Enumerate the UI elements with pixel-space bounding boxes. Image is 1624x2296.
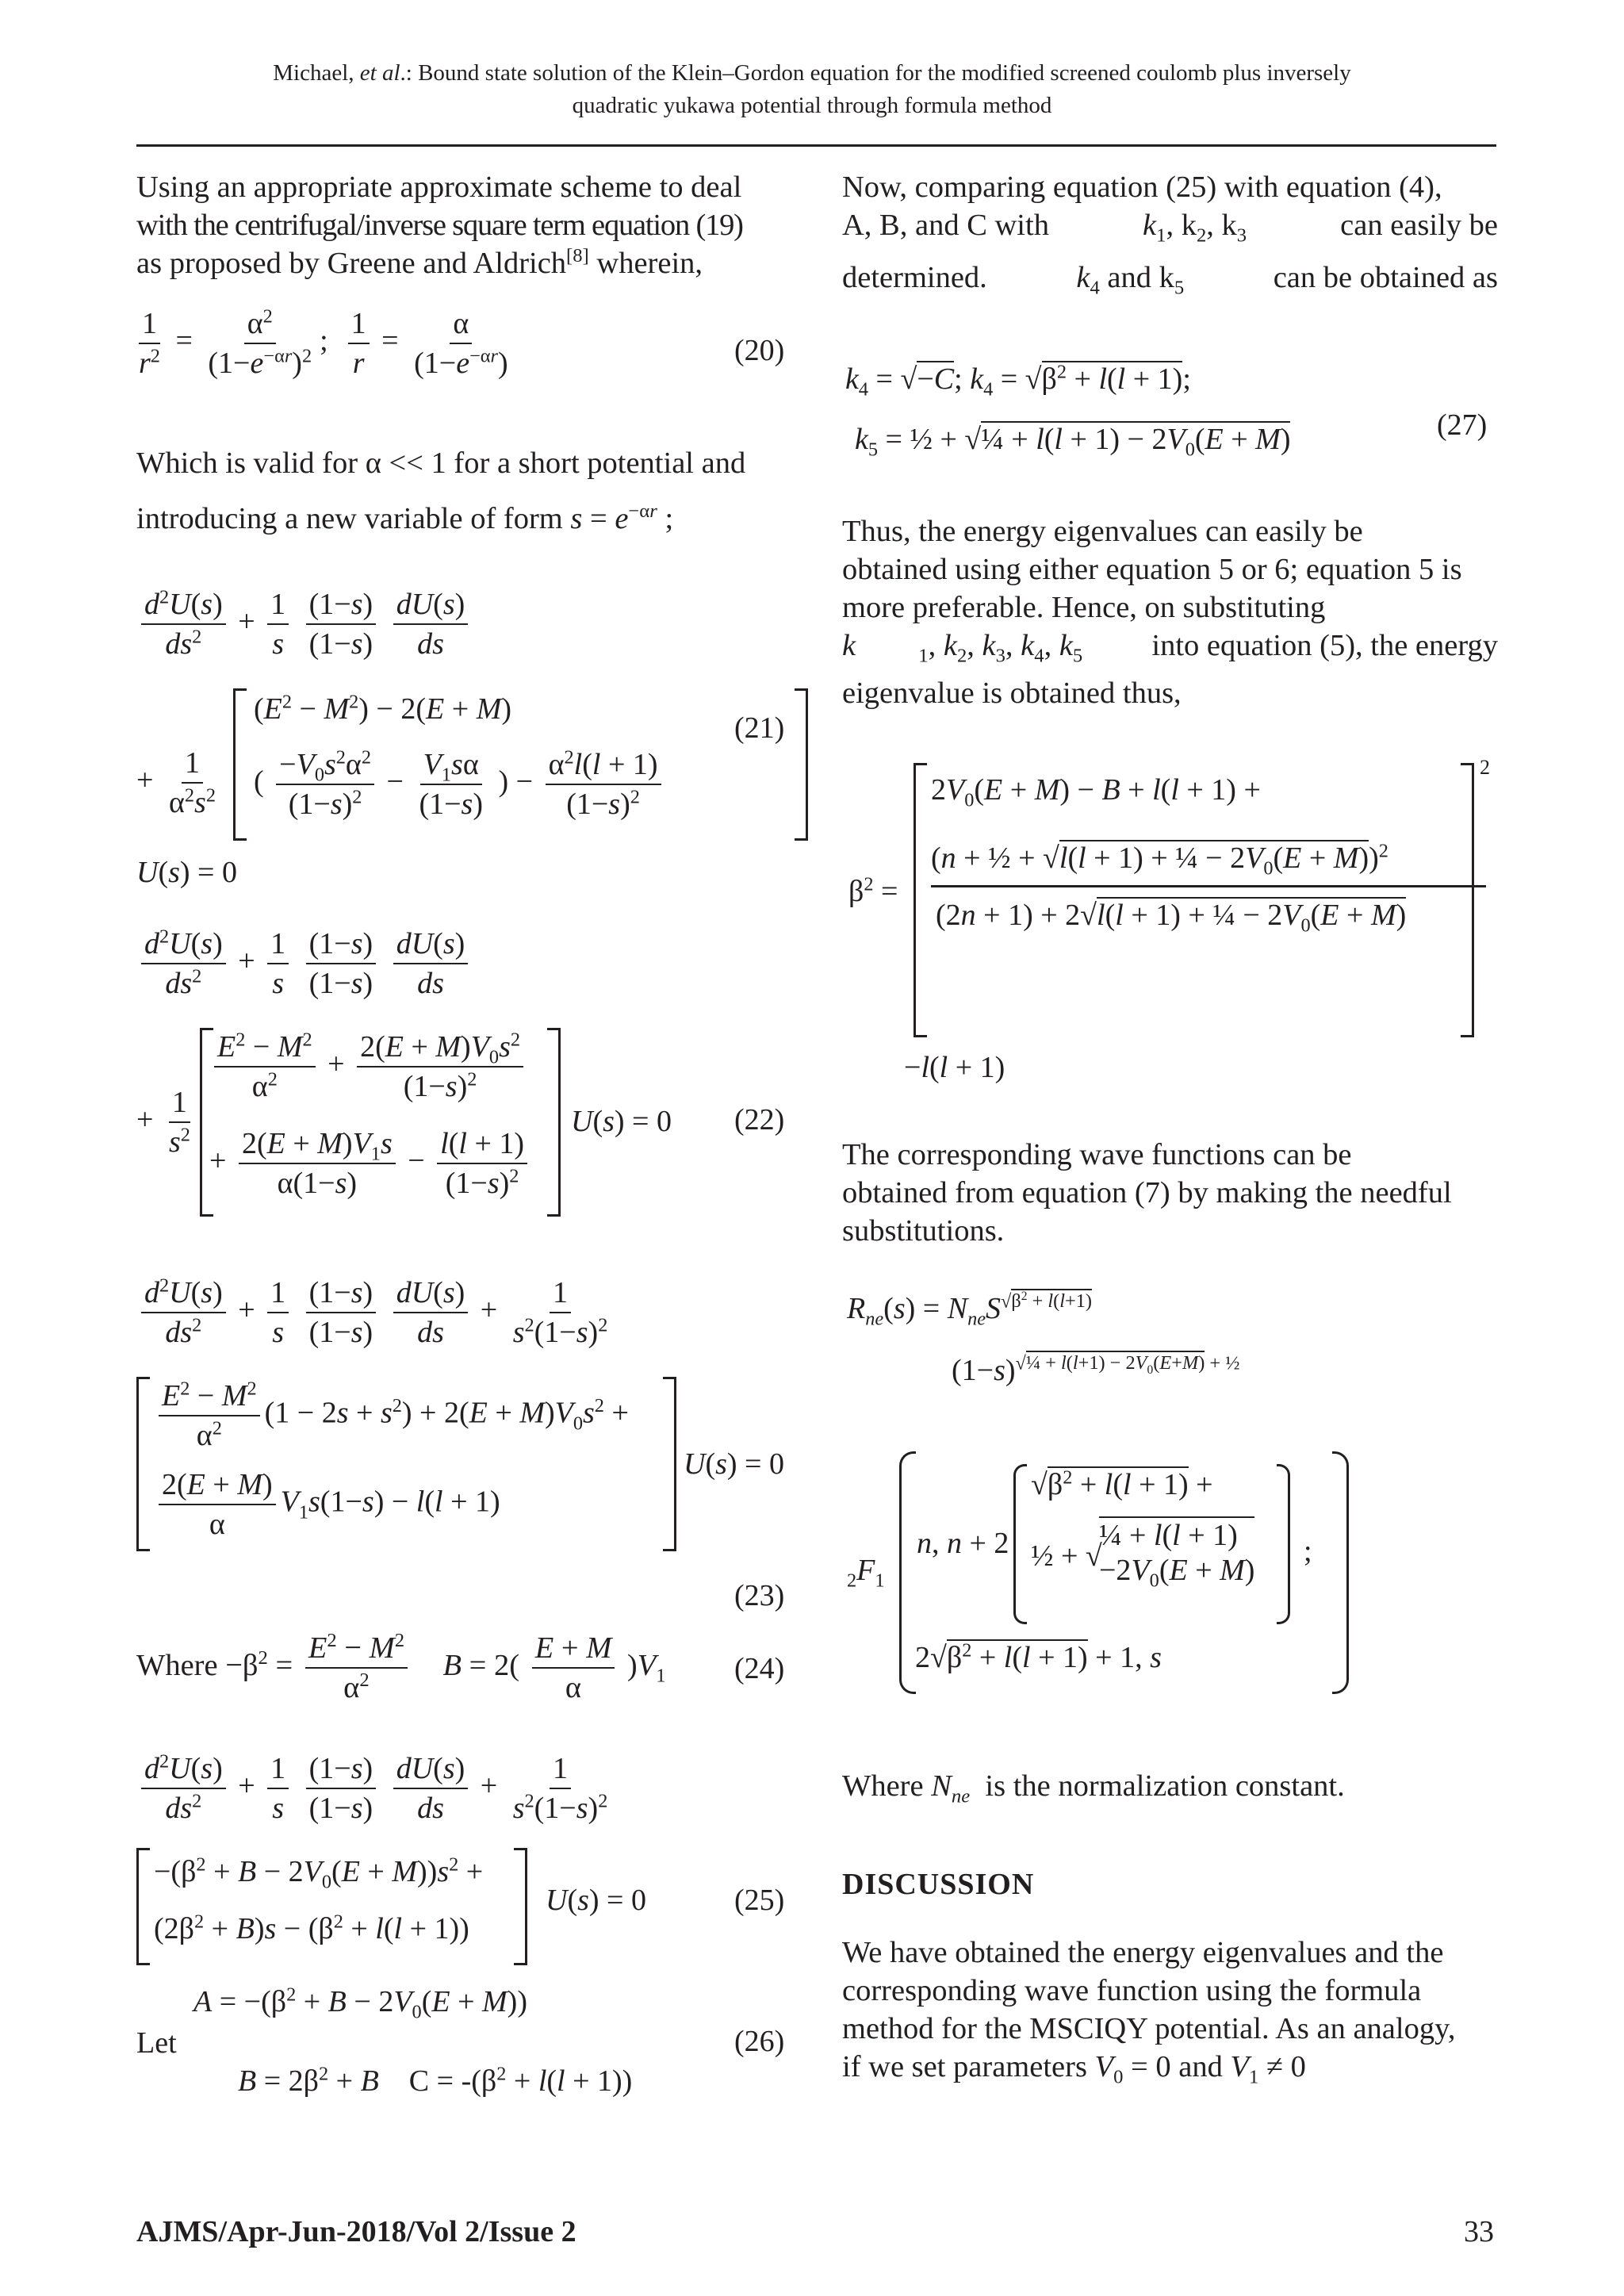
running-header-line2: quadratic yukawa potential through formula method	[572, 93, 1052, 118]
equation-24: Where $-\beta^2$ = $\frac{E^2 - M^2}{\alpha^2}$ B = 2( $\frac{E + M}{\alpha}$ )$V_1$	[136, 1630, 666, 1704]
header-rule	[136, 144, 1496, 147]
equation-number-24: (24)	[734, 1652, 785, 1685]
equation-number-22: (22)	[734, 1103, 785, 1137]
equation-22-bracket-term: + $\frac{1}{s^2}$ $\frac{E^2 - M^2}{\alpha^2}$ + $\frac{2(E + M)V_0s^2}{(1-s)^2}$ + $\frac{2(E + M)V_1s}{\alpha(1-s)}$ − $\frac{l(l + 1)}{(1-s)^2}$ U(s) = 0	[136, 1028, 739, 1218]
equation-number-26: (26)	[734, 2025, 785, 2058]
equation-number-27: (27)	[1437, 408, 1488, 442]
equation-20: $\frac{1}{r^2}$ = $\frac{\alpha^2}{(1-e^{-\alpha r})^2}$ ; $\frac{1}{r}$ = $\frac{\alpha}{(1-e^{-\alpha r})}$	[139, 305, 508, 380]
right-paragraph-wavefunctions: The corresponding wave functions can be obtained from equation (7) by making the needful substitutions.	[842, 1138, 1452, 1248]
equation-23: $\frac{d^2U(s)}{ds^2}$ + $\frac{1}{s}$ $\frac{(1-s)}{(1-s)}$ $\frac{dU(s)}{ds}$ + $\frac{1}{s^2(1-s)^2}$	[136, 1274, 615, 1351]
left-paragraph-approximation: Using an appropriate approximate scheme to deal with the centrifugal/inverse square term equation (19) as proposed by Greene and Aldrich[8] wherein,	[136, 171, 743, 280]
footer-journal: AJMS/Apr-Jun-2018/Vol 2/Issue 2	[136, 2215, 576, 2248]
running-header	[0, 57, 1624, 122]
right-paragraph-eigenvalues: Thus, the energy eigenvalues can easily be obtained using either equation 5 or 6; equation 5 is more preferable. Hence, on substituting k $_1$, $k_2$, $k_3$, $k_4$, $k_5$ into equation (5), the energy eigenvalue is obtained thus,	[842, 515, 1498, 710]
equation-22: $\frac{d^2U(s)}{ds^2}$ + $\frac{1}{s}$ $\frac{(1-s)}{(1-s)}$ $\frac{dU(s)}{ds}$	[136, 925, 473, 1002]
discussion-heading: DISCUSSION	[842, 1868, 1035, 1901]
equation-21-bracket-term: + $\frac{1}{\alpha^2s^2}$ $(E^2 - M^2) - 2(E + M)$ ( $\frac{-V_0s^2\alpha^2}{(1-s)^2}$ − $\frac{V_1s\alpha}{(1-s)}$ ) − $\frac{\alpha^2l(l + 1)}{(1-s)^2}$	[136, 688, 691, 841]
where-label: Where	[136, 1648, 218, 1682]
equation-21-end: U(s) = 0	[136, 856, 237, 889]
energy-eigenvalue-equation: $\beta^2$ = $2V_0(E + M) - B + l(l + 1)$ + (n + ½ + √l(l + 1) + ¼ − $2V_0(E + M))^2$ (2n + 1) + 2√l(l + 1) + ¼ − $2V_0(E + M)$ 2	[842, 753, 1492, 1071]
equation-25-bracket-term: $-(\beta^2 + B - 2V_0(E + M))s^2$ + $(2\beta^2 + B)s - (\beta^2 + l(l + 1))$ U(s) = 0	[136, 1848, 739, 1967]
hypergeometric-function: $_2F_1$ n, n + 2 $√\beta^2 + l(l + 1)$ + ½ + √ ¼ + l(l + 1) $-2V_0(E + M)$ ; $2√\beta^2 + l(l + 1) + 1$, s	[847, 1448, 1497, 1702]
left-paragraph-variable: introducing a new variable of form $s = e^{-\alpha r}$ ;	[136, 500, 674, 535]
equation-21: $\frac{d^2U(s)}{ds^2}$ + $\frac{1}{s}$ $\frac{(1-s)}{(1-s)}$ $\frac{dU(s)}{ds}$	[136, 585, 473, 663]
equation-number-25: (25)	[734, 1884, 785, 1917]
energy-eigenvalue-tail: −l(l + 1)	[904, 1051, 1005, 1084]
equation-number-21: (21)	[734, 711, 785, 745]
right-paragraph-normalization: Where $N_{ne}$ is the normalization constant.	[842, 1769, 1345, 1807]
page-number: 33	[1464, 2215, 1494, 2248]
wave-function-equation: $R_{ne}(s) = N_{ne}S^{√\beta^2 + l(l+1)}$ $(1-s)^{√\frac{1}{4} + l(l+1) - 2V_0(E+M) + \frac{1}{2}}$	[847, 1290, 1240, 1387]
running-header-line1: Michael, et al.: Bound state solution of the Klein–Gordon equation for the modified screened coulomb plus inversely	[273, 60, 1351, 86]
right-paragraph-comparison: Now, comparing equation (25) with equation (4), A, B, and C with $k_1$, $k_2$, $k_3$ can easily be determined. $k_4$ and $k_5$ can be obtained as	[842, 171, 1498, 299]
equation-25: $\frac{d^2U(s)}{ds^2}$ + $\frac{1}{s}$ $\frac{(1-s)}{(1-s)}$ $\frac{dU(s)}{ds}$ + $\frac{1}{s^2(1-s)^2}$	[136, 1750, 615, 1827]
let-label: Let	[136, 2026, 177, 2060]
right-paragraph-discussion: We have obtained the energy eigenvalues and the corresponding wave function using the formula method for the MSCIQY potential. As an analogy, if we set parameters $V_0 = 0$ and $V_1 \ne 0$	[842, 1936, 1456, 2088]
equation-27: $k_4 = √-C$; $k_4 = √\beta^2 + l(l + 1)$; $k_5$ = ½ + √¼ + $l(l + 1) - 2V_0(E + M)$	[845, 361, 1291, 461]
equation-number-23: (23)	[734, 1579, 785, 1612]
left-paragraph-validity: Which is valid for α << 1 for a short potential and	[136, 447, 746, 480]
equation-number-20: (20)	[734, 334, 785, 367]
equation-23-bracket-term: $\frac{E^2 - M^2}{\alpha^2}$ $(1 - 2s + s^2) + 2(E + M)V_0s^2$ + $\frac{2(E + M)}{\alpha}$ $V_1s(1-s) - l(l + 1)$ U(s) = 0	[136, 1377, 818, 1551]
